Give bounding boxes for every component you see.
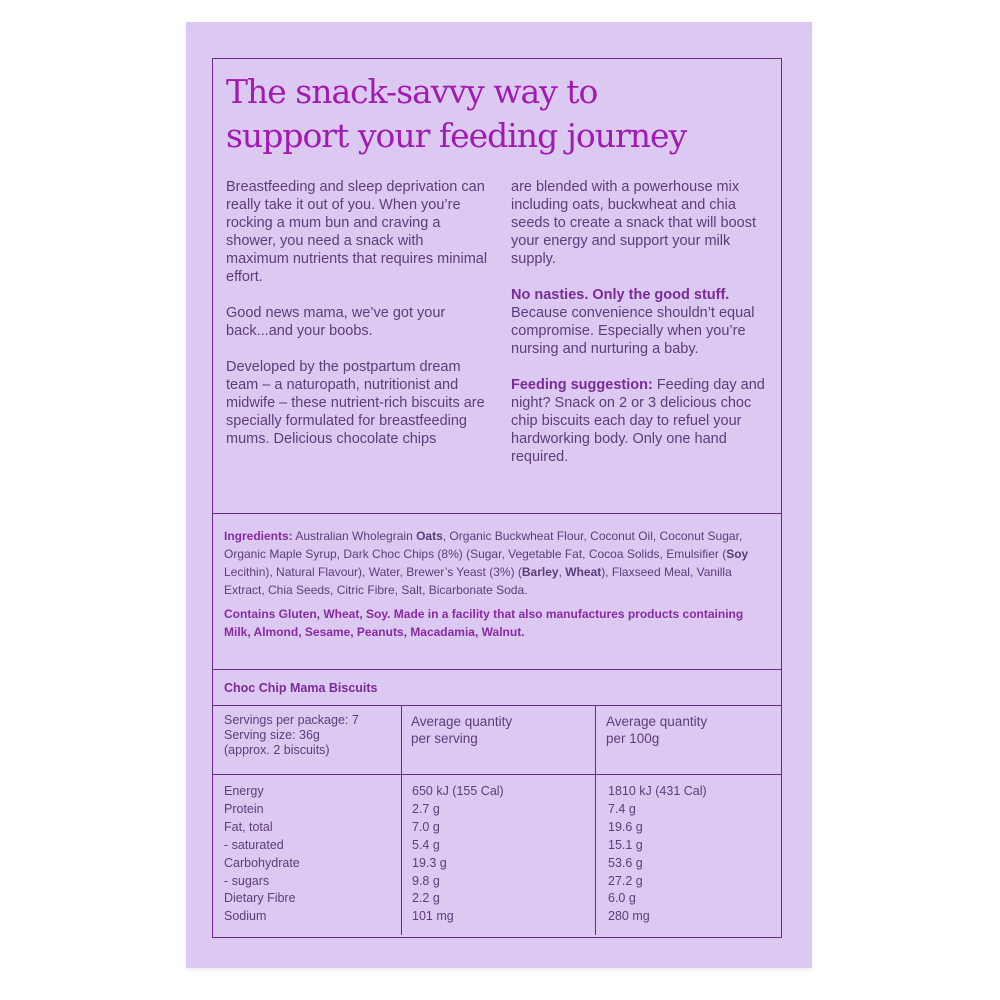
per-100g-value: 6.0 g [608,891,636,906]
header-line: Average quantity [411,714,513,729]
allergen-statement: Contains Gluten, Wheat, Soy. Made in a facility that also manufactures products containing Milk, Almond, Sesame, Peanuts, Macadamia, Walnut. [224,607,744,639]
ingredients-text: ), Flaxseed Meal, Vanilla Extract, Chia Seeds, Citric Fibre, Salt, Bicarbonate Soda. [224,565,732,597]
divider-mid [212,669,782,670]
title-line-1: The snack-savvy way to [226,72,598,111]
header-divider [212,774,782,775]
per-serving-value: 5.4 g [412,837,440,852]
per-100g-value: 15.1 g [608,837,643,852]
per-serving-value: 7.0 g [412,819,440,834]
nutrient-name: Fat, total [224,819,273,834]
servings-per-package: Servings per package: 7 [224,713,359,727]
divider-top [212,513,782,514]
allergen-highlight: Soy [726,547,749,561]
column-divider [401,705,402,935]
per-100g-value: 1810 kJ (431 Cal) [608,784,707,798]
serving-size: Serving size: 36g [224,728,320,742]
header-line: Average quantity [606,714,708,729]
ingredients-section [224,527,772,641]
ingredients-text: Australian Wholegrain [295,529,417,543]
column-divider [595,705,596,935]
per-100g-value: 19.6 g [608,819,643,834]
page-title [226,70,776,158]
per-serving-value: 2.2 g [412,891,440,906]
allergen-highlight: Wheat [565,565,602,579]
intro-paragraph-1: Breastfeeding and sleep deprivation can really take it out of you. When you’re rocking a mum bun and craving a shower, you need a snack with maximum nutrients that requires minimal effort. [226,179,488,285]
nutrition-table [212,705,782,935]
title-line-2: support your feeding journey [226,116,687,155]
intro-right-column [511,178,773,484]
per-serving-value: 19.3 g [412,855,447,870]
servings-info [224,713,394,758]
nutrient-name: Protein [224,801,264,816]
per-serving-values [412,783,592,926]
per-100g-value: 280 mg [608,909,650,924]
nutrient-name: Carbohydrate [224,855,300,870]
per-serving-value: 101 mg [412,909,454,924]
serving-approx: (approx. 2 biscuits) [224,743,330,757]
feeding-suggestion-body: Feeding day and night? Snack on 2 or 3 delicious choc chip biscuits each day to refuel your hardworking body. Only one hand required. [511,377,765,465]
intro-paragraph-4: are blended with a powerhouse mix including oats, buckwheat and chia seeds to create a snack that will boost your energy and support your milk supply. [511,179,757,267]
nutrient-name: Sodium [224,909,267,924]
nutrient-name: Energy [224,784,264,798]
allergen-highlight: Oats [416,529,443,543]
ingredients-text: , [558,565,566,579]
no-nasties-body: Because convenience shouldn’t equal compromise. Especially when you’re nursing and nurturing a baby. [511,305,755,357]
feeding-suggestion-paragraph [511,376,773,466]
nutrient-name: - saturated [224,837,284,852]
intro-paragraph-2: Good news mama, we’ve got your back...and your boobs. [226,305,446,339]
header-line: per serving [411,731,478,746]
intro-paragraph-3: Developed by the postpartum dream team – a naturopath, nutritionist and midwife – these nutrient-rich biscuits are specially formulated for breastfeeding mums. Delicious chocolate chips [226,359,485,447]
no-nasties-paragraph [511,286,773,358]
nutrient-name: Dietary Fibre [224,891,296,906]
per-serving-value: 9.8 g [412,873,440,888]
column-header-per-serving [411,713,591,747]
intro-left-column [226,178,488,466]
per-100g-value: 53.6 g [608,855,643,870]
allergen-highlight: Barley [521,565,559,579]
ingredients-list [224,527,772,599]
ingredients-text: , Organic Buckwheat Flour, Coconut Oil, Coconut Sugar, Organic Maple Syrup, Dark Choc Chips (8%) (Sugar, Vegetable Fat, Cocoa Solids, Emulsifier ( [224,529,743,561]
per-100g-value: 7.4 g [608,801,636,816]
ingredients-text: Lecithin), Natural Flavour), Water, Brewer’s Yeast (3%) ( [224,565,522,579]
column-header-per-100g [606,713,776,747]
header-line: per 100g [606,731,660,746]
no-nasties-title: No nasties. Only the good stuff. [511,287,730,303]
per-serving-value: 2.7 g [412,801,440,816]
per-100g-values [608,783,778,926]
nutrition-title: Choc Chip Mama Biscuits [224,681,378,695]
per-serving-value: 650 kJ (155 Cal) [412,784,504,798]
feeding-suggestion-title: Feeding suggestion: [511,377,653,393]
nutrient-name: - sugars [224,873,270,888]
per-100g-value: 27.2 g [608,873,643,888]
ingredients-label: Ingredients: [224,529,293,543]
nutrient-names [224,783,394,926]
